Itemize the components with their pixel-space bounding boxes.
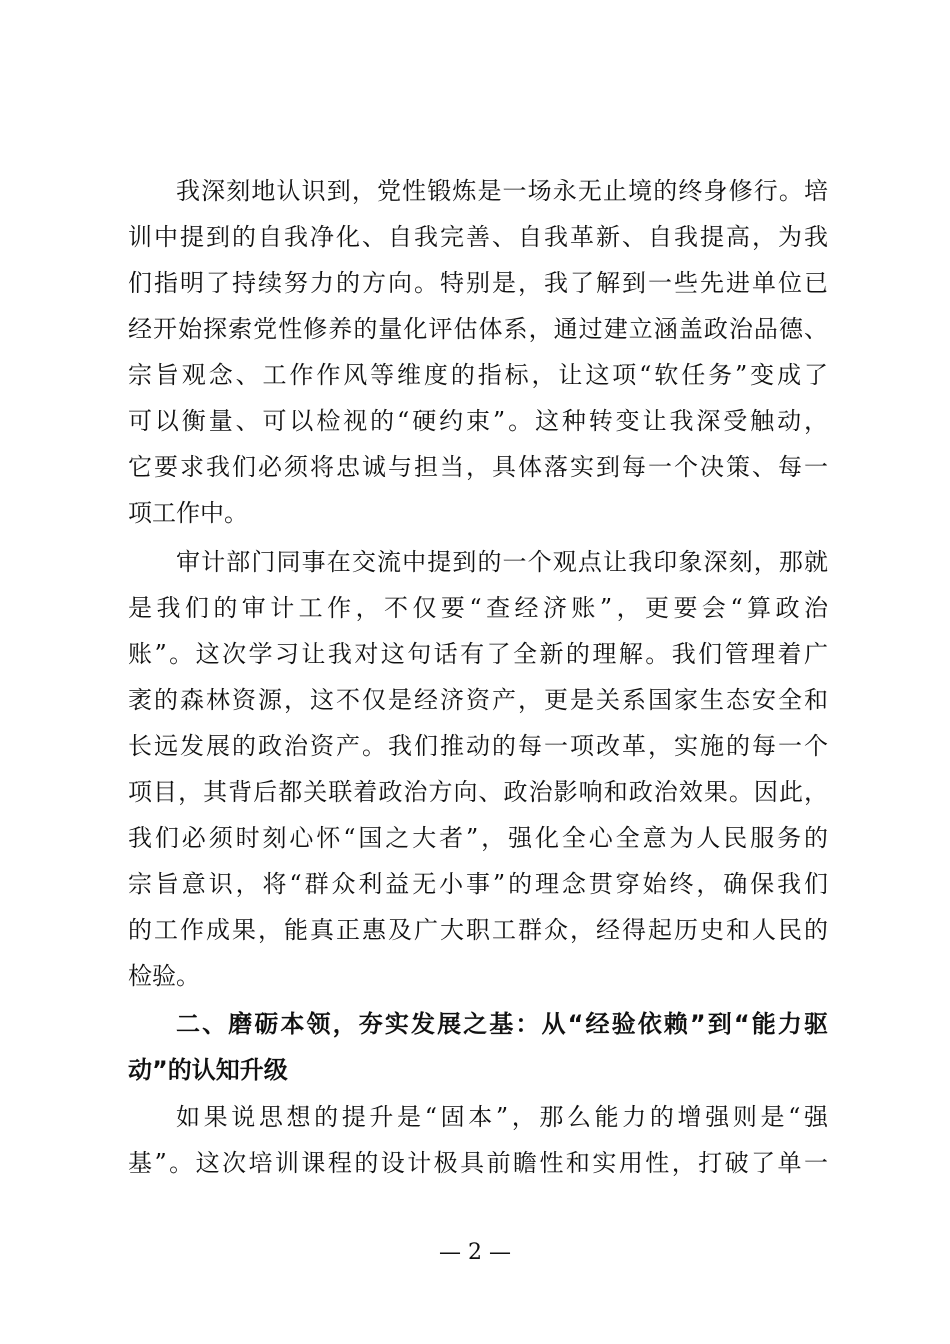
section-heading-line: 二、磨砺本领，夯实发展之基：从“经验依赖”到“能力驱 [176, 1010, 828, 1038]
paragraph-line: 训中提到的自我净化、自我完善、自我革新、自我提高，为我 [128, 223, 828, 251]
paragraph-line: 经开始探索党性修养的量化评估体系，通过建立涵盖政治品德、 [128, 315, 828, 343]
paragraph-line: 宗旨意识，将“群众利益无小事”的理念贯穿始终，确保我们 [128, 870, 828, 898]
paragraph-line: 我深刻地认识到，党性锻炼是一场永无止境的终身修行。培 [176, 177, 828, 205]
paragraph-line: 们指明了持续努力的方向。特别是，我了解到一些先进单位已 [128, 269, 828, 297]
paragraph-line: 项工作中。 [128, 499, 248, 527]
paragraph-line: 长远发展的政治资产。我们推动的每一项改革，实施的每一个 [128, 732, 828, 760]
paragraph-line: 的工作成果，能真正惠及广大职工群众，经得起历史和人民的 [128, 916, 828, 944]
paragraph-line: 基”。这次培训课程的设计极具前瞻性和实用性，打破了单一 [128, 1149, 828, 1177]
page-number: — 2 — [439, 1240, 511, 1265]
paragraph-line: 它要求我们必须将忠诚与担当，具体落实到每一个决策、每一 [128, 453, 828, 481]
paragraph-line: 审计部门同事在交流中提到的一个观点让我印象深刻，那就 [176, 548, 828, 576]
paragraph-line: 是我们的审计工作，不仅要“查经济账”，更要会“算政治 [128, 594, 828, 622]
paragraph-line: 可以衡量、可以检视的“硬约束”。这种转变让我深受触动， [128, 407, 828, 435]
paragraph-line: 检验。 [128, 962, 200, 990]
paragraph-line: 如果说思想的提升是“固本”，那么能力的增强则是“强 [176, 1103, 828, 1131]
section-heading-line: 动”的认知升级 [128, 1056, 288, 1084]
paragraph-line: 宗旨观念、工作作风等维度的指标，让这项“软任务”变成了 [128, 361, 828, 389]
paragraph-line: 我们必须时刻心怀“国之大者”，强化全心全意为人民服务的 [128, 824, 828, 852]
paragraph-line: 袤的森林资源，这不仅是经济资产，更是关系国家生态安全和 [128, 686, 828, 714]
paragraph-line: 账”。这次学习让我对这句话有了全新的理解。我们管理着广 [128, 640, 828, 668]
paragraph-line: 项目，其背后都关联着政治方向、政治影响和政治效果。因此， [128, 778, 828, 806]
